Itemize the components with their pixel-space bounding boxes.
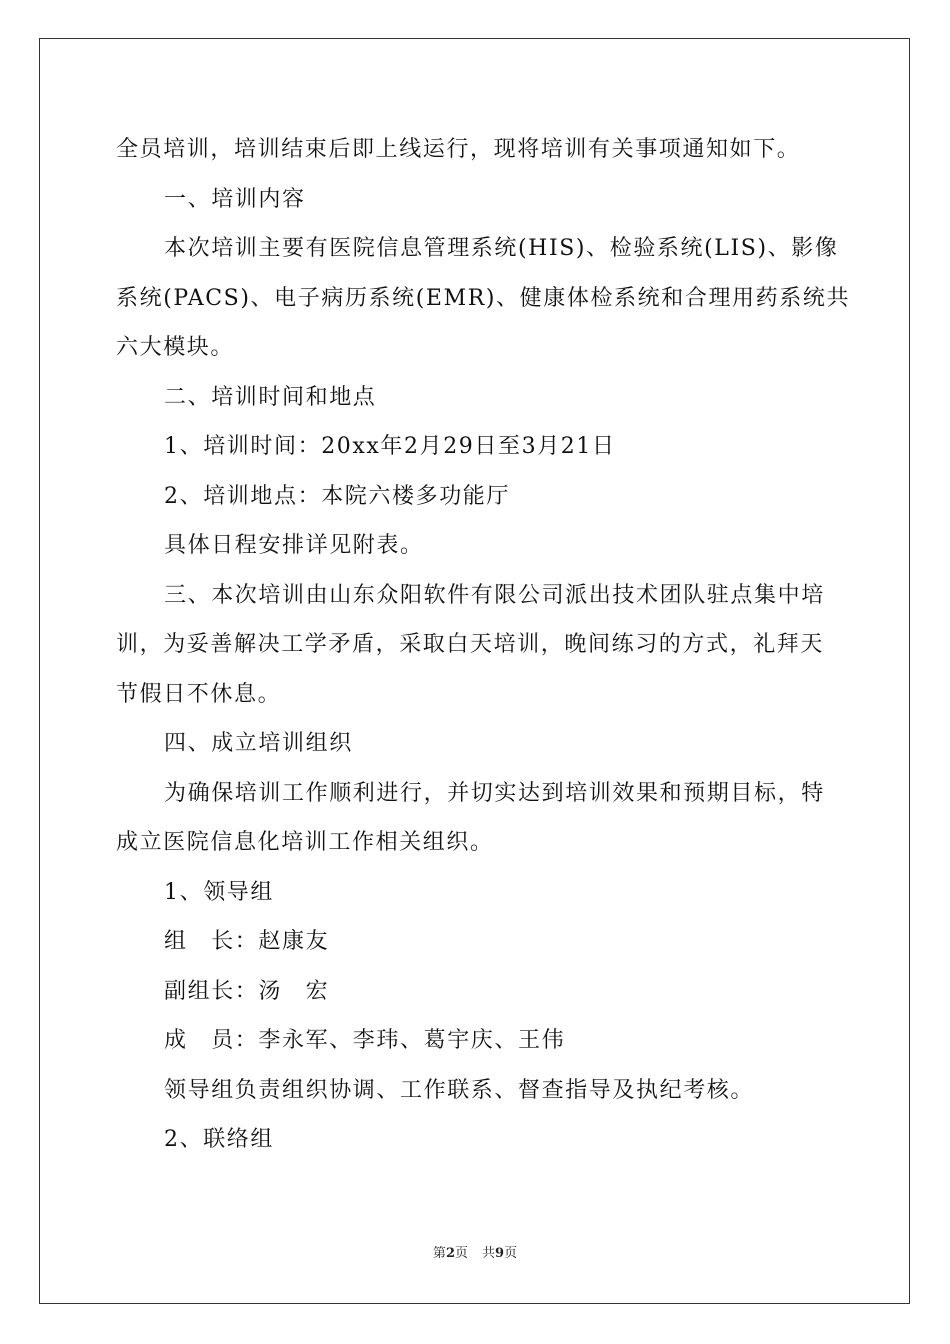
text-line: 2、培训地点：本院六楼多功能厅 xyxy=(164,483,510,509)
text-line: 三、本次培训由山东众阳软件有限公司派出技术团队驻点集中培 xyxy=(164,582,825,608)
text-line: 训，为妥善解决工学矛盾，采取白天培训，晚间练习的方式，礼拜天 xyxy=(116,632,825,657)
text-line: 成立医院信息化培训工作相关组织。 xyxy=(116,830,494,855)
text-line: 成 员：李永军、李玮、葛宇庆、王伟 xyxy=(164,1028,566,1053)
text-line: 具体日程安排详见附表。 xyxy=(164,533,424,558)
heading-liaison-group: 2、联络组 xyxy=(164,1127,274,1152)
text-line: 副组长：汤 宏 xyxy=(164,978,330,1004)
text-line: 本次培训主要有医院信息管理系统(HIS)、检验系统(LIS)、影像 xyxy=(164,236,839,261)
footer-page-prefix: 第 xyxy=(432,1246,446,1261)
text-line: 系统(PACS)、电子病历系统(EMR)、健康体检系统和合理用药系统共 xyxy=(116,285,851,311)
text-line: 为确保培训工作顺利进行，并切实达到培训效果和预期目标，特 xyxy=(164,780,825,806)
footer-page-suffix: 页 xyxy=(454,1246,468,1261)
page-footer xyxy=(0,1244,950,1264)
heading-time-place: 二、培训时间和地点 xyxy=(164,384,377,410)
heading-training-content: 一、培训内容 xyxy=(164,186,306,212)
footer-total-prefix: 共 xyxy=(482,1246,496,1261)
text-line: 领导组负责组织协调、工作联系、督查指导及执纪考核。 xyxy=(164,1077,755,1103)
text-line: 全员培训，培训结束后即上线运行，现将培训有关事项通知如下。 xyxy=(116,137,801,162)
footer-page-current: 2 xyxy=(445,1246,455,1261)
footer-total-suffix: 页 xyxy=(504,1246,518,1261)
text-line: 节假日不休息。 xyxy=(116,681,282,707)
footer-page-total: 9 xyxy=(495,1246,505,1261)
text-line: 1、培训时间：20xx年2月29日至3月21日 xyxy=(164,434,616,459)
text-line: 组 长：赵康友 xyxy=(164,929,330,954)
text-line: 六大模块。 xyxy=(116,335,235,360)
heading-leadership-group: 1、领导组 xyxy=(164,879,274,905)
heading-organization: 四、成立培训组织 xyxy=(164,731,353,756)
